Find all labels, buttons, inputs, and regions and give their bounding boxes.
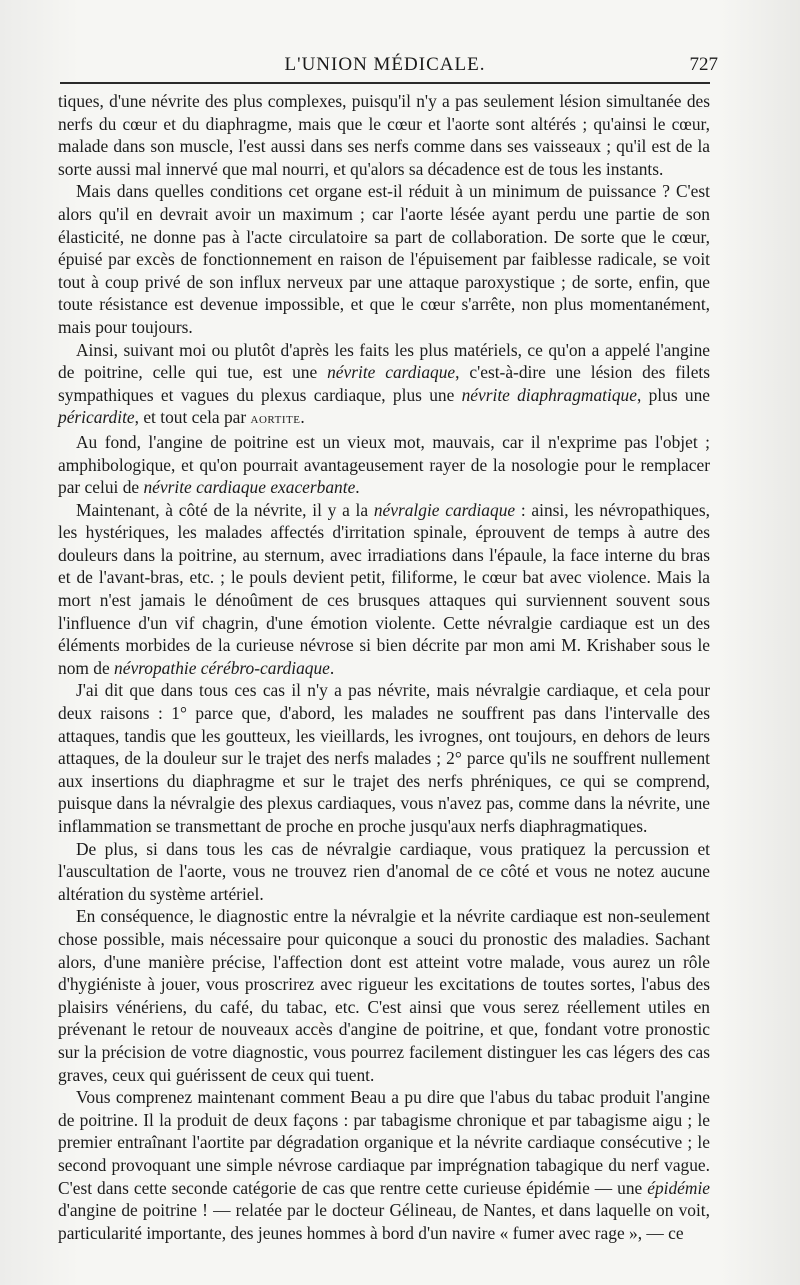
text-run: , et tout cela par	[134, 407, 251, 428]
text-run: Maintenant, à côté de la névrite, il y a la	[76, 499, 374, 520]
paragraph	[58, 180, 710, 338]
text-run: : ainsi, les névropathiques, les hystériques, les malades affectés d'irritation spinale, éprouvent de temps à autre des douleurs dans la poitrine, au sternum, avec irradiations dans l'épaule, la face interne du bras et de l'avant-bras, etc. ; le pouls devient petit, filiforme, le cœur bat avec violence. Mais la mort n'est jamais le dénoûment de ces brusques attaques qui surviennent souvent sous l'influence d'un vif chagrin, d'une émotion violente. Cette névralgie cardiaque est un des éléments morbides de la curieuse névrose si bien décrite par mon ami M. Krishaber sous le nom de	[58, 499, 710, 678]
paragraph	[58, 90, 710, 180]
small-caps-term: aortite	[250, 411, 301, 428]
paragraph	[58, 339, 710, 431]
text-run: d'angine de poitrine ! — relatée par le docteur Gélineau, de Nantes, et dans laquelle on voit, particularité importante, des jeunes hommes à bord d'un navire « fumer avec rage », — ce	[58, 1200, 710, 1243]
text-run: .	[355, 477, 360, 498]
text-run: Vous comprenez maintenant comment Beau a pu dire que l'abus du tabac produit l'angine de poitrine. Il la produit de deux façons : par tabagisme chronique et par tabagisme aigu ; le premier entraînant l'aortite par dégradation organique et la névrite cardiaque consécutive ; le second provoquant une simple névrose cardiaque par imprégnation tabagique du nerf vague. C'est dans cette seconde catégorie de cas que rentre cette curieuse épidémie — une	[58, 1087, 710, 1198]
text-run: , plus une	[636, 384, 710, 405]
text-run: En conséquence, le diagnostic entre la névralgie et la névrite cardiaque est non-seulement chose possible, mais nécessaire pour quiconque a souci du pronostic des maladies. Sachant alors, d'une manière précise, l'affection dont est atteint votre malade, vous aurez un rôle d'hygiéniste à jouer, vous proscrirez avec rigueur les excitations de toutes sortes, l'abus des plaisirs vénériens, du café, du tabac, etc. C'est ainsi que vous serez réellement utiles en prévenant le retour de nouveaux accès d'angine de poitrine, et que, fondant votre pronostic sur la précision de votre diagnostic, vous pourrez facilement distinguer les cas légers des cas graves, ceux qui guérissent de ceux qui tuent.	[58, 906, 710, 1085]
text-run: .	[300, 407, 305, 428]
text-run: Au fond, l'angine de poitrine est un vieux mot, mauvais, car il n'exprime pas l'objet ; amphibologique, et qu'on pourrait avantageusement rayer de la nosologie pour le remplacer par celui de	[58, 431, 710, 498]
page-number: 727	[689, 54, 718, 75]
running-title: L'UNION MÉDICALE.	[284, 54, 486, 75]
italic-term: névrite diaphragmatique	[461, 384, 637, 405]
paragraph	[58, 905, 710, 1086]
text-run: Ainsi, suivant moi ou plutôt d'après les faits les plus matériels, ce qu'on a appelé l'angine de poitrine, celle qui tue, est une	[58, 339, 710, 383]
paragraph	[58, 679, 710, 837]
italic-term: péricardite	[58, 407, 135, 428]
italic-term: névrite cardiaque	[327, 362, 456, 383]
text-run: .	[329, 657, 335, 678]
text-body	[58, 90, 710, 1244]
text-run: tiques, d'une névrite des plus complexes, puisqu'il n'y a pas seulement lésion simultanée des nerfs du cœur et du diaphragme, mais que le cœur et l'aorte sont altérés ; qu'ainsi le cœur, malade dans son muscle, l'est aussi dans ses nerfs comme dans ses vaisseaux ; qu'il est de la sorte aussi mal innervé que mal nourri, et qu'alors sa décadence est de tous les instants.	[58, 91, 710, 179]
text-run: De plus, si dans tous les cas de névralgie cardiaque, vous pratiquez la percussion et l'auscultation de l'aorte, vous ne trouvez rien d'anomal de ce côté et vous ne notez aucune altération du système artériel.	[58, 838, 710, 904]
italic-term: névralgie cardiaque	[373, 499, 516, 520]
paragraph	[58, 431, 710, 499]
italic-term: névropathie cérébro-cardiaque	[114, 657, 330, 678]
text-run: J'ai dit que dans tous ces cas il n'y a pas névrite, mais névralgie cardiaque, et cela pour deux raisons : 1° parce que, d'abord, les malades ne souffrent pas dans l'intervalle des attaques, tandis que les goutteux, les vieillards, les ivrognes, ont toujours, en dehors de leurs attaques, de la douleur sur le trajet des nerfs malades ; 2° parce qu'ils ne souffrent nullement aux insertions du diaphragme et sur le trajet des nerfs phréniques, ce qui se comprend, puisque dans la névralgie des plexus cardiaques, vous n'avez pas, comme dans la névrite, une inflammation se transmettant de proche en proche jusqu'aux nerfs diaphragmatiques.	[58, 680, 710, 836]
paragraph	[58, 1086, 710, 1244]
paragraph	[58, 499, 710, 680]
page-header	[60, 48, 718, 84]
italic-term: névrite cardiaque exacerbante	[143, 477, 356, 498]
text-run: , c'est-à-dire une lésion des filets sympathiques et vagues du plexus cardiaque, plus une	[58, 362, 711, 405]
text-run: Mais dans quelles conditions cet organe est-il réduit à un minimum de puissance ? C'est alors qu'il en devrait avoir un maximum ; car l'aorte lésée ayant perdu une partie de son élasticité, ne donne pas à l'acte circulatoire sa part de collaboration. De sorte que le cœur, épuisé par excès de fonctionnement en raison de l'épuisement par faiblesse radicale, se voit tout à coup privé de son influx nerveux par une attaque paroxystique ; de sorte, enfin, que toute résistance est devenue impossible, et que le cœur s'arrête, non plus momentanément, mais pour toujours.	[58, 181, 710, 337]
italic-term: épidémie	[647, 1177, 710, 1198]
paragraph	[58, 838, 710, 906]
